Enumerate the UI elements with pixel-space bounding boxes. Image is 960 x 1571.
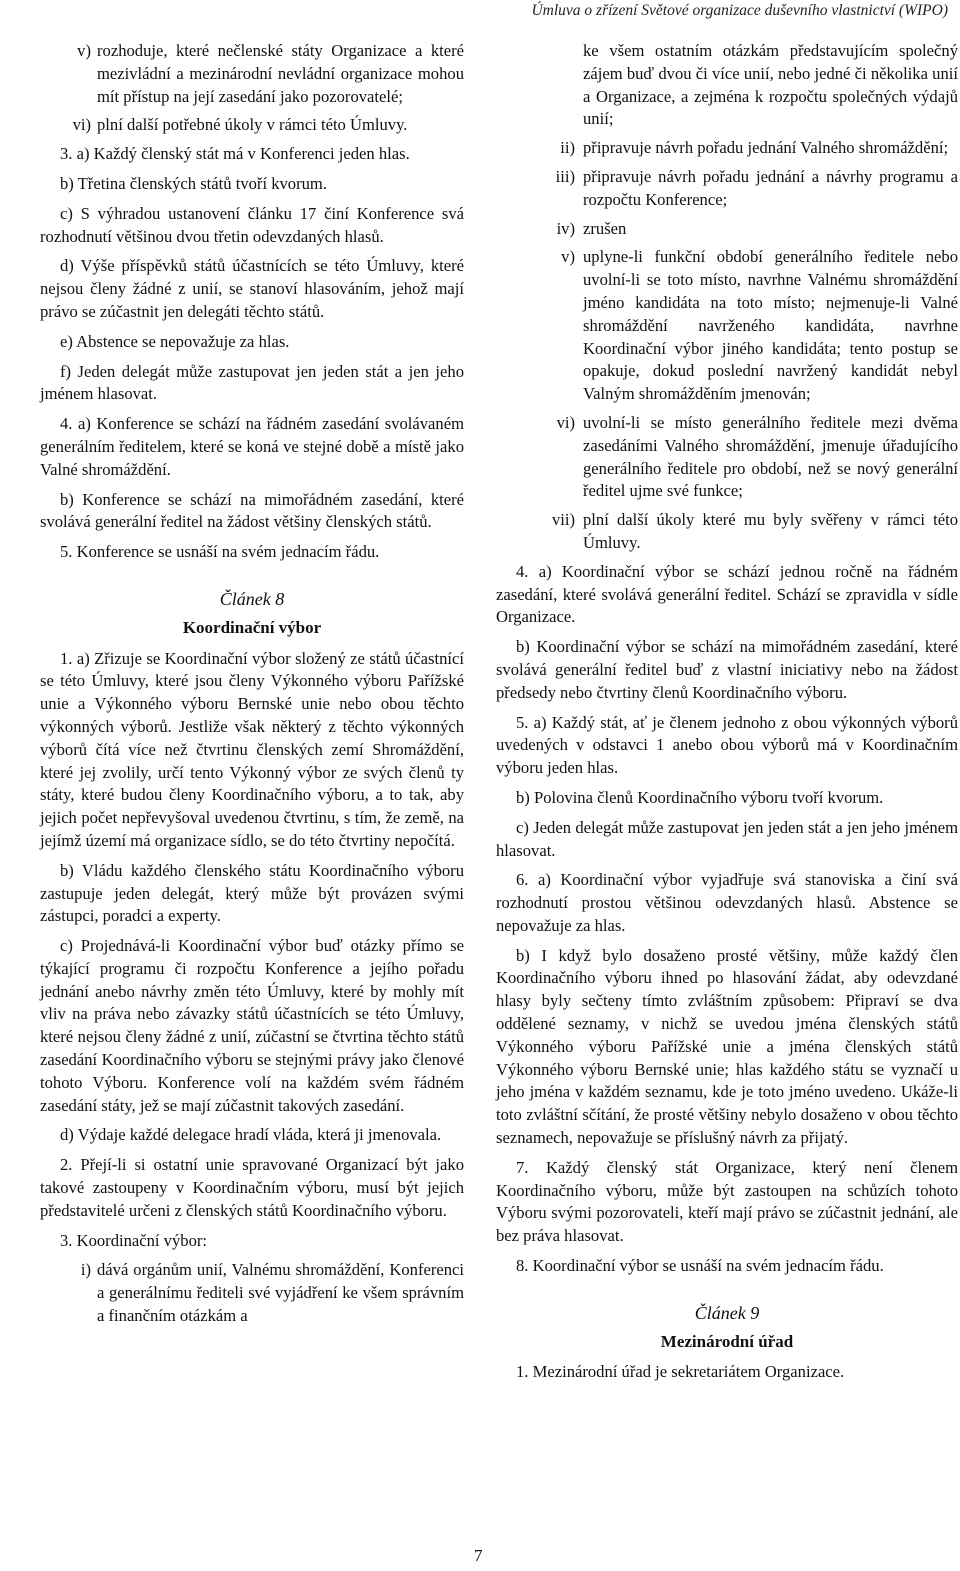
right-column	[496, 40, 958, 1391]
paragraph: d) Výše příspěvků států účastnících se této Úmluvy, které nejsou členy žádné z unií, se stanoví hlasováním, jehož mají právo se zúčastnit jen delegáti těchto států.	[40, 256, 464, 321]
list-item	[40, 40, 464, 108]
paragraph: b) I když bylo dosaženo prosté většiny, může každý člen Koordinačního výboru ihned po hlasování žádat, aby odevzdané hlasy byly sečteny tímto zvláštním způsobem: Připraví se dva oddělené seznamy, v nichž se uvedou jména členských států Výkonného výboru Pařížské unie a jména členských států Výkonného výboru Bernské unie; hlas každého státu se vyznačí u jeho jména v každém seznamu, kde je toto jméno uvedeno. Ukáže-li toto zvláštní sčítání, že prosté většiny nebylo dosaženo v obou těchto seznamech, nepovažuje se příslušný návrh za přijatý.	[496, 945, 958, 1148]
list-item-number: v)	[561, 247, 575, 267]
paragraph: b) Koordinační výbor se schází na mimořádném zasedání, které svolává generální ředitel buď z vlastní iniciativy nebo na žádost předsedy nebo čtvrtiny členů Koordinačního výboru.	[496, 637, 958, 702]
article-number: Článek 8	[219, 588, 285, 609]
paragraph: b) Konference se schází na mimořádném zasedání, které svolává generální ředitel na žádost většiny členských států.	[40, 489, 464, 532]
page-number: 7	[474, 1546, 483, 1565]
list-item	[40, 114, 464, 137]
paragraph: b) Třetina členských států tvoří kvorum.	[60, 173, 327, 193]
list-item-text: uplyne-li funkční období generálního ředitele nebo uvolní-li se toto místo, navrhne Valnému shromáždění jméno kandidáta na toto místo; nejmenuje-li Valné shromáždění navrženého kandidáta, navrhne Koordinační výbor jiného kandidáta; tento postup se opakuje, dokud poslední navržený kandidát nebyl Valným shromážděním jmenován;	[583, 247, 958, 404]
paragraph: c) S výhradou ustanovení článku 17 činí Konference svá rozhodnutí většinou dvou třetin odevzdaných hlasů.	[40, 203, 464, 246]
paragraph: 4. a) Konference se schází na řádném zasedání svolávaném generálním ředitelem, které se koná ve stejné době a místě jako Valné shromáždění.	[40, 414, 464, 479]
article-title: Mezinárodní úřad	[660, 1331, 794, 1351]
paragraph: 2. Přejí-li si ostatní unie spravované Organizací být jako takové zastoupeny v Koordinačním výboru, musí být jejich představitelé určeni z členských států Koordinačního výboru.	[40, 1155, 464, 1220]
list-item-number: vi)	[556, 412, 575, 432]
left-column	[40, 40, 464, 1334]
paragraph: 4. a) Koordinační výbor se schází jednou ročně na řádném zasedání, které svolává generální ředitel. Schází se zpravidla v sídle Organizace.	[496, 561, 958, 627]
paragraph: b) Polovina členů Koordinačního výboru tvoří kvorum.	[516, 787, 884, 807]
list-item-number: vii)	[551, 510, 575, 530]
paragraph: 8. Koordinační výbor se usnáší na svém jednacím řádu.	[516, 1256, 884, 1276]
list-item-text: plní další úkoly které mu byly svěřeny v rámci této Úmluvy.	[583, 510, 958, 552]
running-header: Úmluva o zřízení Světové organizace duševního vlastnictví (WIPO)	[531, 2, 948, 19]
list-item-number: vi)	[72, 115, 91, 135]
paragraph: 1. Mezinárodní úřad je sekretariátem Organizace.	[516, 1362, 845, 1382]
list-item-text: ke všem ostatním otázkám představujícím společný zájem buď dvou či více unií, nebo jedné či několika unií a Organizace, a zejména k rozpočtu společných výdajů unií;	[583, 41, 958, 129]
list-item-number: ii)	[560, 138, 575, 158]
paragraph: f) Jeden delegát může zastupovat jen jeden stát a jen jeho jménem hlasovat.	[40, 361, 464, 404]
list-item-text: dává orgánům unií, Valnému shromáždění, Konferenci a generálnímu řediteli své vyjádření ke všem správním a finančním otázkám a	[97, 1260, 464, 1326]
list-item-number: i)	[80, 1260, 91, 1280]
list-item	[496, 137, 958, 160]
paragraph: 7. Každý členský stát Organizace, který není členem Koordinačního výboru, může být zastoupen na schůzích tohoto Výboru svými pozorovateli, kteří mají právo se zúčastnit jednání, ale bez práva hlasovat.	[496, 1157, 958, 1246]
paragraph: 5. a) Každý stát, ať je členem jednoho z obou výkonných výborů uvedených v odstavci 1 anebo obou výborů má v Koordinačním výboru jeden hlas.	[496, 712, 958, 778]
paragraph: 1. a) Zřizuje se Koordinační výbor složený ze států účastnící se této Úmluvy, které jsou členy Výkonného výboru Pařížské unie a Výkonného výboru Bernské unie nebo obou těchto výkonných výborů. Jestliže však některý z těchto výkonných výborů čítá více než čtvrtinu členských zemí Shromáždění, které jej zvolily, určí tento Výkonný výbor ze svých členů ty státy, které budou členy Koordinačního výboru, a to tak, aby jejich počet nepřevyšoval uvedenou čtvrtinu, s tím, že země, na jejímž území má organizace sídlo, se do této čtvrtiny nepočítá.	[40, 648, 464, 850]
paragraph: c) Jeden delegát může zastupovat jen jeden stát a jen jeho jménem hlasovat.	[496, 817, 958, 860]
paragraph: 6. a) Koordinační výbor vyjadřuje svá stanoviska a činí svá rozhodnutí prostou většinou odevzdaných hlasů. Abstence se nepovažuje za hlas.	[496, 870, 958, 935]
list-item	[496, 40, 958, 131]
paragraph: 3. a) Každý členský stát má v Konferenci jeden hlas.	[60, 144, 410, 164]
paragraph: 5. Konference se usnáší na svém jednacím řádu.	[60, 542, 380, 562]
list-item-text: rozhoduje, které nečlenské státy Organizace a které mezivládní a mezinárodní nevládní organizace mohou mít přístup na její zasedání jako pozorovatelé;	[97, 41, 464, 106]
list-item	[496, 218, 958, 241]
list-item-number: iv)	[556, 218, 575, 238]
list-item-text: plní další potřebné úkoly v rámci této Úmluvy.	[97, 115, 408, 135]
paragraph: 3. Koordinační výbor:	[60, 1230, 208, 1250]
list-item-number: v)	[77, 41, 91, 60]
article-number: Článek 9	[694, 1302, 760, 1323]
list-item-number	[496, 40, 583, 131]
list-item	[40, 1259, 464, 1327]
list-item-text: zrušen	[583, 218, 627, 238]
list-item-text: připravuje návrh pořadu jednání Valného shromáždění;	[583, 138, 949, 158]
list-item-number: iii)	[555, 166, 575, 186]
list-item	[496, 166, 958, 212]
paragraph: e) Abstence se nepovažuje za hlas.	[60, 331, 290, 351]
list-item	[496, 412, 958, 503]
paragraph: d) Výdaje každé delegace hradí vláda, která ji jmenovala.	[60, 1125, 442, 1145]
list-item	[496, 246, 958, 406]
list-item-text: uvolní-li se místo generálního ředitele mezi dvěma zasedáními Valného shromáždění, jmenuje úřadujícího generálního ředitele pro období, než se nový generální ředitel ujme své funkce;	[583, 412, 958, 501]
list-item-text: připravuje návrh pořadu jednání a návrhy programu a rozpočtu Konference;	[583, 166, 958, 209]
paragraph: c) Projednává-li Koordinační výbor buď otázky přímo se týkající programu či rozpočtu Konference a jejího pořadu jednání anebo návrhy změn této Úmluvy, které by mohly mít vliv na práva nebo závazky států účastnících se této Úmluvy, které nejsou členy žádné z unií, zúčastní se čtvrtina těchto států zasedání Koordinačního výboru se stejnými právy jako členové tohoto Výboru. Konference volí na každém svém řádném zasedání státy, jež se mají zúčastnit takových zasedání.	[40, 936, 464, 1115]
list-item	[496, 509, 958, 555]
article-title: Koordinační výbor	[182, 617, 322, 637]
paragraph: b) Vládu každého členského státu Koordinačního výboru zastupuje jeden delegát, který může být provázen svými zástupci, poradci a experty.	[40, 860, 464, 926]
